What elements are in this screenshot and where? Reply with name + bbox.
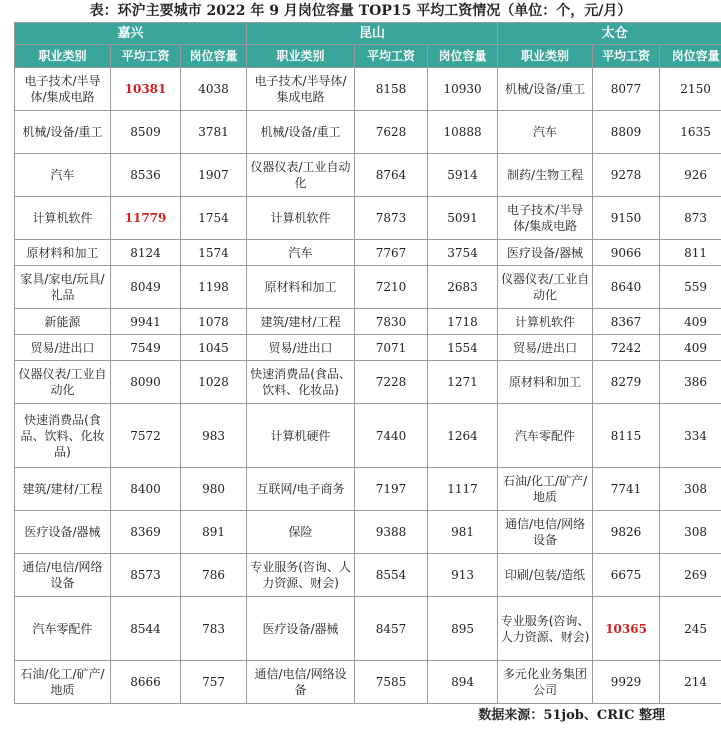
- salary-cell: 7572: [111, 404, 181, 468]
- salary-cell: 6675: [593, 554, 660, 597]
- capacity-cell: 1045: [181, 335, 247, 361]
- city-header-kunshan: 昆山: [247, 23, 498, 45]
- category-cell: 专业服务(咨询、人力资源、财会): [247, 554, 355, 597]
- table-row: [15, 361, 721, 404]
- salary-cell: 8369: [111, 511, 181, 554]
- salary-table: [14, 22, 721, 704]
- table-row: [15, 554, 721, 597]
- capacity-cell: 891: [181, 511, 247, 554]
- salary-cell: 9388: [355, 511, 428, 554]
- salary-cell: 8666: [111, 661, 181, 704]
- city-header-taicang: 太仓: [498, 23, 721, 45]
- capacity-cell: 983: [181, 404, 247, 468]
- col-header-capacity: 岗位容量: [428, 45, 498, 68]
- capacity-cell: 1028: [181, 361, 247, 404]
- salary-cell: 11779: [111, 197, 181, 240]
- col-header-category: 职业类别: [15, 45, 111, 68]
- salary-cell: 9150: [593, 197, 660, 240]
- salary-cell: 9278: [593, 154, 660, 197]
- capacity-cell: 559: [660, 266, 721, 309]
- category-cell: 制药/生物工程: [498, 154, 593, 197]
- salary-cell: 8124: [111, 240, 181, 266]
- capacity-cell: 10930: [428, 68, 498, 111]
- capacity-cell: 1117: [428, 468, 498, 511]
- col-header-salary: 平均工资: [355, 45, 428, 68]
- capacity-cell: 3781: [181, 111, 247, 154]
- salary-cell: 8367: [593, 309, 660, 335]
- salary-cell: 8115: [593, 404, 660, 468]
- category-cell: 医疗设备/器械: [247, 597, 355, 661]
- capacity-cell: 334: [660, 404, 721, 468]
- salary-cell: 7830: [355, 309, 428, 335]
- salary-cell: 8544: [111, 597, 181, 661]
- category-cell: 电子技术/半导体/集成电路: [15, 68, 111, 111]
- capacity-cell: 245: [660, 597, 721, 661]
- capacity-cell: 5914: [428, 154, 498, 197]
- category-cell: 医疗设备/器械: [498, 240, 593, 266]
- category-cell: 多元化业务集团公司: [498, 661, 593, 704]
- table-row: [15, 468, 721, 511]
- col-header-category: 职业类别: [247, 45, 355, 68]
- salary-cell: 8400: [111, 468, 181, 511]
- source-note: 数据来源：51job、CRIC 整理: [478, 708, 665, 723]
- city-header-row: [15, 23, 721, 45]
- category-cell: 家具/家电/玩具/礼品: [15, 266, 111, 309]
- category-cell: 专业服务(咨询、人力资源、财会): [498, 597, 593, 661]
- capacity-cell: 386: [660, 361, 721, 404]
- salary-cell: 7628: [355, 111, 428, 154]
- table-row: [15, 68, 721, 111]
- category-cell: 新能源: [15, 309, 111, 335]
- category-cell: 机械/设备/重工: [498, 68, 593, 111]
- category-cell: 通信/电信/网络设备: [498, 511, 593, 554]
- category-cell: 电子技术/半导体/集成电路: [498, 197, 593, 240]
- salary-cell: 9929: [593, 661, 660, 704]
- capacity-cell: 1264: [428, 404, 498, 468]
- capacity-cell: 1574: [181, 240, 247, 266]
- category-cell: 通信/电信/网络设备: [15, 554, 111, 597]
- salary-cell: 8640: [593, 266, 660, 309]
- salary-cell: 8077: [593, 68, 660, 111]
- table-row: [15, 197, 721, 240]
- category-cell: 计算机软件: [498, 309, 593, 335]
- salary-cell: 9941: [111, 309, 181, 335]
- capacity-cell: 757: [181, 661, 247, 704]
- capacity-cell: 5091: [428, 197, 498, 240]
- capacity-cell: 3754: [428, 240, 498, 266]
- capacity-cell: 10888: [428, 111, 498, 154]
- category-cell: 贸易/进出口: [15, 335, 111, 361]
- capacity-cell: 1635: [660, 111, 721, 154]
- col-header-category: 职业类别: [498, 45, 593, 68]
- salary-cell: 7440: [355, 404, 428, 468]
- category-cell: 贸易/进出口: [498, 335, 593, 361]
- capacity-cell: 873: [660, 197, 721, 240]
- capacity-cell: 1754: [181, 197, 247, 240]
- table-row: [15, 335, 721, 361]
- category-cell: 贸易/进出口: [247, 335, 355, 361]
- capacity-cell: 1554: [428, 335, 498, 361]
- col-header-salary: 平均工资: [111, 45, 181, 68]
- category-cell: 石油/化工/矿产/地质: [498, 468, 593, 511]
- capacity-cell: 1198: [181, 266, 247, 309]
- table-row: [15, 266, 721, 309]
- category-cell: 印刷/包装/造纸: [498, 554, 593, 597]
- table-row: [15, 661, 721, 704]
- salary-cell: 9066: [593, 240, 660, 266]
- capacity-cell: 811: [660, 240, 721, 266]
- category-cell: 汽车: [247, 240, 355, 266]
- category-cell: 互联网/电子商务: [247, 468, 355, 511]
- capacity-cell: 2150: [660, 68, 721, 111]
- capacity-cell: 214: [660, 661, 721, 704]
- capacity-cell: 894: [428, 661, 498, 704]
- category-cell: 仪器仪表/工业自动化: [498, 266, 593, 309]
- salary-cell: 8279: [593, 361, 660, 404]
- category-cell: 石油/化工/矿产/地质: [15, 661, 111, 704]
- salary-cell: 10381: [111, 68, 181, 111]
- salary-cell: 9826: [593, 511, 660, 554]
- category-cell: 计算机硬件: [247, 404, 355, 468]
- salary-cell: 7228: [355, 361, 428, 404]
- category-cell: 快速消费品(食品、饮料、化妆品): [247, 361, 355, 404]
- capacity-cell: 913: [428, 554, 498, 597]
- category-cell: 医疗设备/器械: [15, 511, 111, 554]
- col-header-capacity: 岗位容量: [181, 45, 247, 68]
- city-header-jiaxing: 嘉兴: [15, 23, 247, 45]
- category-cell: 原材料和加工: [498, 361, 593, 404]
- salary-cell: 8509: [111, 111, 181, 154]
- salary-cell: 7873: [355, 197, 428, 240]
- capacity-cell: 1718: [428, 309, 498, 335]
- table-body: [15, 68, 721, 704]
- salary-cell: 7549: [111, 335, 181, 361]
- salary-cell: 8049: [111, 266, 181, 309]
- category-cell: 汽车: [15, 154, 111, 197]
- category-cell: 保险: [247, 511, 355, 554]
- col-header-capacity: 岗位容量: [660, 45, 721, 68]
- category-cell: 通信/电信/网络设备: [247, 661, 355, 704]
- salary-cell: 10365: [593, 597, 660, 661]
- table-row: [15, 597, 721, 661]
- salary-cell: 8536: [111, 154, 181, 197]
- capacity-cell: 926: [660, 154, 721, 197]
- capacity-cell: 4038: [181, 68, 247, 111]
- category-cell: 原材料和加工: [247, 266, 355, 309]
- category-cell: 电子技术/半导体/集成电路: [247, 68, 355, 111]
- capacity-cell: 783: [181, 597, 247, 661]
- category-cell: 仪器仪表/工业自动化: [247, 154, 355, 197]
- capacity-cell: 980: [181, 468, 247, 511]
- salary-cell: 7242: [593, 335, 660, 361]
- salary-cell: 8764: [355, 154, 428, 197]
- salary-cell: 7071: [355, 335, 428, 361]
- table-row: [15, 309, 721, 335]
- salary-cell: 7197: [355, 468, 428, 511]
- capacity-cell: 2683: [428, 266, 498, 309]
- capacity-cell: 308: [660, 511, 721, 554]
- capacity-cell: 1078: [181, 309, 247, 335]
- category-cell: 原材料和加工: [15, 240, 111, 266]
- capacity-cell: 981: [428, 511, 498, 554]
- category-cell: 汽车零配件: [15, 597, 111, 661]
- category-cell: 计算机软件: [247, 197, 355, 240]
- salary-cell: 8090: [111, 361, 181, 404]
- salary-cell: 8158: [355, 68, 428, 111]
- salary-cell: 7210: [355, 266, 428, 309]
- salary-cell: 7741: [593, 468, 660, 511]
- capacity-cell: 1271: [428, 361, 498, 404]
- salary-cell: 8573: [111, 554, 181, 597]
- capacity-cell: 1907: [181, 154, 247, 197]
- salary-cell: 8457: [355, 597, 428, 661]
- category-cell: 快速消费品(食品、饮料、化妆品): [15, 404, 111, 468]
- capacity-cell: 786: [181, 554, 247, 597]
- table-row: [15, 404, 721, 468]
- category-cell: 计算机软件: [15, 197, 111, 240]
- capacity-cell: 308: [660, 468, 721, 511]
- table-row: [15, 240, 721, 266]
- table-row: [15, 111, 721, 154]
- capacity-cell: 409: [660, 335, 721, 361]
- column-header-row: [15, 45, 721, 68]
- category-cell: 机械/设备/重工: [15, 111, 111, 154]
- category-cell: 建筑/建材/工程: [247, 309, 355, 335]
- salary-cell: 7767: [355, 240, 428, 266]
- salary-cell: 8809: [593, 111, 660, 154]
- category-cell: 汽车: [498, 111, 593, 154]
- category-cell: 建筑/建材/工程: [15, 468, 111, 511]
- salary-cell: 8554: [355, 554, 428, 597]
- salary-cell: 7585: [355, 661, 428, 704]
- table-title: 表：环沪主要城市 2022 年 9 月岗位容量 TOP15 平均工资情况（单位：个，元/月）: [89, 3, 632, 19]
- category-cell: 汽车零配件: [498, 404, 593, 468]
- table-row: [15, 154, 721, 197]
- capacity-cell: 269: [660, 554, 721, 597]
- category-cell: 机械/设备/重工: [247, 111, 355, 154]
- category-cell: 仪器仪表/工业自动化: [15, 361, 111, 404]
- capacity-cell: 895: [428, 597, 498, 661]
- col-header-salary: 平均工资: [593, 45, 660, 68]
- capacity-cell: 409: [660, 309, 721, 335]
- table-row: [15, 511, 721, 554]
